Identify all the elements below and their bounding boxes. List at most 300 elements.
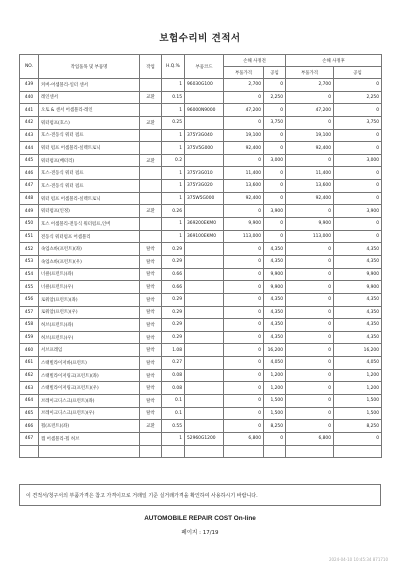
table-row [20, 331, 382, 344]
labor-after-cell: 0 [334, 79, 382, 92]
part-price-after-cell: 13,600 [286, 180, 334, 193]
item-name-cell: 허브(프런트)(우) [39, 331, 140, 344]
work-type-cell: 탈착 [140, 293, 162, 306]
part-code-cell [185, 382, 224, 395]
table-row [20, 395, 382, 408]
item-name-cell: 너클(프런트)(좌) [39, 268, 140, 281]
part-price-after-cell: 2,700 [286, 79, 334, 92]
table-row [20, 154, 382, 167]
quantity-cell: 0.08 [162, 382, 185, 395]
labor-after-cell: 1,500 [334, 395, 382, 408]
part-price-after-cell: 19,100 [286, 129, 334, 142]
part-price-after-cell: 0 [286, 268, 334, 281]
work-type-cell: 탈착 [140, 243, 162, 256]
labor-before-cell: 3,900 [264, 205, 286, 218]
table-row [20, 382, 382, 395]
item-name-cell: 너클(프런트)(우) [39, 281, 140, 294]
item-name-cell: 워터펌프(호스) [39, 116, 140, 129]
labor-before-cell: 0 [264, 167, 286, 180]
labor-after-cell: 4,350 [334, 243, 382, 256]
price-notice: 이 견적서/청구서의 부품가격은 참고 가격이므로 거래일 기준 실거래가격을 확인하여 사용하시기 바랍니다. [19, 484, 381, 506]
row-number-cell: 442 [20, 116, 39, 129]
labor-before-cell: 4,350 [264, 331, 286, 344]
work-type-cell: 탈착 [140, 344, 162, 357]
work-type-cell [140, 79, 162, 92]
row-number-cell: 448 [20, 192, 39, 205]
header-labor-after: 공임 [334, 67, 382, 79]
work-type-cell [140, 142, 162, 155]
header-part-price-after: 부품가격 [286, 67, 334, 79]
row-number-cell: 451 [20, 230, 39, 243]
footer-title: AUTOMOBILE REPAIR COST On-line [144, 515, 256, 522]
row-number-cell: 461 [20, 357, 39, 370]
row-number-cell: 443 [20, 129, 39, 142]
part-code-cell: 369100EKM0 [185, 230, 224, 243]
quantity-cell: 0.29 [162, 306, 185, 319]
labor-before-cell: 4,350 [264, 306, 286, 319]
work-type-cell: 탈착 [140, 281, 162, 294]
quantity-cell: 1 [162, 79, 185, 92]
item-name-cell: 로워암(프런트)(우) [39, 306, 140, 319]
part-code-cell [185, 344, 224, 357]
work-type-cell [140, 432, 162, 445]
item-name-cell: 스태빌라이저링크(프런트)(좌) [39, 369, 140, 382]
table-row [20, 142, 382, 155]
table-row [20, 167, 382, 180]
page-number: 페이지 : 17/19 [181, 530, 219, 536]
table-row [20, 445, 382, 458]
labor-after-cell: 4,050 [334, 357, 382, 370]
part-price-before-cell: 0 [224, 91, 264, 104]
work-type-cell: 교환 [140, 420, 162, 433]
labor-after-cell: 0 [334, 142, 382, 155]
part-code-cell [185, 357, 224, 370]
part-price-before-cell: 11,400 [224, 167, 264, 180]
quantity-cell: 0.29 [162, 331, 185, 344]
part-price-before-cell: 0 [224, 331, 264, 344]
row-number-cell: 465 [20, 407, 39, 420]
work-type-cell: 탈착 [140, 306, 162, 319]
part-price-after-cell: 0 [286, 255, 334, 268]
quantity-cell: 0.25 [162, 116, 185, 129]
part-price-before-cell: 0 [224, 407, 264, 420]
header-labor-before: 공임 [264, 67, 286, 79]
row-number-cell: 439 [20, 79, 39, 92]
item-name-cell: 로워암(프런트)(좌) [39, 293, 140, 306]
work-type-cell: 탈착 [140, 319, 162, 332]
table-row [20, 420, 382, 433]
table-row [20, 281, 382, 294]
part-price-after-cell: 113,000 [286, 230, 334, 243]
part-code-cell: 375V5G000 [185, 142, 224, 155]
part-code-cell [185, 331, 224, 344]
part-code-cell [185, 281, 224, 294]
part-price-after-cell: 0 [286, 357, 334, 370]
table-row [20, 344, 382, 357]
work-type-cell: 탈착 [140, 369, 162, 382]
table-row [20, 432, 382, 445]
labor-before-cell: 9,900 [264, 281, 286, 294]
header-no: NO. [20, 55, 39, 79]
quantity-cell: 1 [162, 230, 185, 243]
work-type-cell: 탈착 [140, 255, 162, 268]
item-name-cell: 워터 펌프 어셈블리-실렉트로닉 [39, 192, 140, 205]
labor-before-cell: 0 [264, 230, 286, 243]
row-number-cell: 444 [20, 142, 39, 155]
labor-before-cell: 1,200 [264, 382, 286, 395]
part-price-after-cell: 92,400 [286, 142, 334, 155]
quantity-cell: 1 [162, 142, 185, 155]
row-number-cell: 456 [20, 293, 39, 306]
item-name-cell: 워터펌프(배터리) [39, 154, 140, 167]
item-name-cell: 오토 & 센서 어셈블리-레인 [39, 104, 140, 117]
item-name-cell: 속업쇼바(프런트)(우) [39, 255, 140, 268]
labor-after-cell: 4,350 [334, 255, 382, 268]
part-price-after-cell: 6,800 [286, 432, 334, 445]
quantity-cell: 0.29 [162, 293, 185, 306]
labor-after-cell: 1,500 [334, 407, 382, 420]
row-number-cell: 447 [20, 180, 39, 193]
header-work: 작업 [140, 55, 162, 79]
work-type-cell [140, 180, 162, 193]
row-number-cell: 449 [20, 205, 39, 218]
item-name-cell: 서브프레임 [39, 344, 140, 357]
work-type-cell [140, 167, 162, 180]
labor-before-cell: 3,750 [264, 116, 286, 129]
labor-before-cell: 1,200 [264, 369, 286, 382]
part-price-after-cell: 11,400 [286, 167, 334, 180]
table-row [20, 407, 382, 420]
part-code-cell [185, 293, 224, 306]
part-price-after-cell: 0 [286, 243, 334, 256]
quantity-cell: 1 [162, 167, 185, 180]
labor-after-cell: 1,200 [334, 382, 382, 395]
part-code-cell [185, 255, 224, 268]
work-type-cell [140, 192, 162, 205]
document-title: 보험수리비 견적서 [159, 33, 241, 44]
labor-before-cell: 9,900 [264, 268, 286, 281]
part-code-cell: 375Y3G010 [185, 167, 224, 180]
row-number-cell: 450 [20, 218, 39, 231]
print-timestamp: 2024-04-10 10:45:34 871710 [328, 557, 388, 562]
work-type-cell: 탈착 [140, 395, 162, 408]
row-number-cell: 446 [20, 167, 39, 180]
part-code-cell [185, 407, 224, 420]
row-number-cell: 462 [20, 369, 39, 382]
quantity-cell: 0.08 [162, 369, 185, 382]
quantity-cell: 0.29 [162, 319, 185, 332]
part-price-before-cell: 92,400 [224, 192, 264, 205]
header-item-name: 작업품목 및 부품명 [39, 55, 140, 79]
table-row [20, 306, 382, 319]
labor-after-cell: 0 [334, 129, 382, 142]
header-part-code: 부품코드 [185, 55, 224, 79]
labor-after-cell: 4,350 [334, 306, 382, 319]
part-code-cell: 375W5G000 [185, 192, 224, 205]
part-price-before-cell: 0 [224, 344, 264, 357]
labor-before-cell: 0 [264, 218, 286, 231]
quantity-cell: 0.2 [162, 154, 185, 167]
labor-before-cell: 0 [264, 129, 286, 142]
labor-after-cell: 3,900 [334, 205, 382, 218]
labor-after-cell: 0 [334, 432, 382, 445]
work-type-cell: 탈착 [140, 331, 162, 344]
row-number-cell: 452 [20, 243, 39, 256]
table-row [20, 79, 382, 92]
labor-after-cell: 0 [334, 192, 382, 205]
item-name-cell: 레인센서 [39, 91, 140, 104]
part-price-before-cell: 6,800 [224, 432, 264, 445]
labor-after-cell: 4,350 [334, 293, 382, 306]
quantity-cell: 0.66 [162, 268, 185, 281]
item-name-cell [39, 445, 140, 458]
part-price-after-cell: 0 [286, 331, 334, 344]
part-price-after-cell: 0 [286, 382, 334, 395]
part-price-after-cell: 9,900 [286, 218, 334, 231]
labor-after-cell: 0 [334, 104, 382, 117]
row-number-cell: 467 [20, 432, 39, 445]
table-row [20, 205, 382, 218]
table-row [20, 255, 382, 268]
quantity-cell: 1 [162, 180, 185, 193]
row-number-cell: 464 [20, 395, 39, 408]
labor-after-cell [334, 445, 382, 458]
quantity-cell: 1.08 [162, 344, 185, 357]
quantity-cell: 1 [162, 104, 185, 117]
part-price-before-cell: 0 [224, 357, 264, 370]
labor-before-cell [264, 445, 286, 458]
labor-after-cell: 16,200 [334, 344, 382, 357]
labor-after-cell: 2,250 [334, 91, 382, 104]
labor-before-cell: 0 [264, 180, 286, 193]
part-price-before-cell: 0 [224, 205, 264, 218]
table-row [20, 293, 382, 306]
part-price-before-cell [224, 445, 264, 458]
part-price-after-cell [286, 445, 334, 458]
labor-after-cell: 9,900 [334, 281, 382, 294]
row-number-cell: 463 [20, 382, 39, 395]
part-code-cell [185, 395, 224, 408]
labor-after-cell: 1,200 [334, 369, 382, 382]
labor-before-cell: 0 [264, 104, 286, 117]
labor-after-cell: 0 [334, 180, 382, 193]
part-price-before-cell: 13,600 [224, 180, 264, 193]
item-name-cell: 브레이크디스크(프런트)(우) [39, 407, 140, 420]
part-price-before-cell: 0 [224, 268, 264, 281]
part-price-after-cell: 0 [286, 319, 334, 332]
item-name-cell: 캡 어셈블리-휠 허브 [39, 432, 140, 445]
quantity-cell: 1 [162, 129, 185, 142]
row-number-cell: 440 [20, 91, 39, 104]
quantity-cell [162, 445, 185, 458]
quantity-cell: 0.29 [162, 255, 185, 268]
labor-after-cell: 0 [334, 167, 382, 180]
labor-before-cell: 16,200 [264, 344, 286, 357]
item-name-cell: 스태빌라이저바(프런트) [39, 357, 140, 370]
table-row [20, 218, 382, 231]
item-name-cell: 호스-전동식 워터 펌프 [39, 129, 140, 142]
part-price-before-cell: 0 [224, 281, 264, 294]
labor-after-cell: 3,000 [334, 154, 382, 167]
table-row [20, 319, 382, 332]
table-row [20, 104, 382, 117]
labor-after-cell: 4,350 [334, 319, 382, 332]
table-row [20, 91, 382, 104]
item-name-cell: 호스-전동식 워터 펌프 [39, 167, 140, 180]
quantity-cell: 0.66 [162, 281, 185, 294]
part-price-after-cell: 0 [286, 116, 334, 129]
work-type-cell [140, 230, 162, 243]
quantity-cell: 0.26 [162, 205, 185, 218]
part-code-cell [185, 154, 224, 167]
part-price-before-cell: 9,900 [224, 218, 264, 231]
labor-after-cell: 0 [334, 230, 382, 243]
labor-before-cell: 2,250 [264, 91, 286, 104]
labor-after-cell: 4,350 [334, 331, 382, 344]
row-number-cell: 466 [20, 420, 39, 433]
item-name-cell: 브레이크디스크(프런트)(좌) [39, 395, 140, 408]
estimate-table [19, 54, 382, 458]
quantity-cell: 0.27 [162, 357, 185, 370]
table-row [20, 180, 382, 193]
part-price-before-cell: 2,700 [224, 79, 264, 92]
labor-after-cell: 3,750 [334, 116, 382, 129]
part-code-cell [185, 420, 224, 433]
part-price-after-cell: 92,400 [286, 192, 334, 205]
part-price-before-cell: 0 [224, 369, 264, 382]
row-number-cell: 458 [20, 319, 39, 332]
work-type-cell: 탈착 [140, 382, 162, 395]
labor-before-cell: 4,050 [264, 357, 286, 370]
labor-before-cell: 4,350 [264, 243, 286, 256]
part-price-before-cell: 19,100 [224, 129, 264, 142]
table-row [20, 268, 382, 281]
part-code-cell [185, 369, 224, 382]
part-price-before-cell: 0 [224, 293, 264, 306]
part-price-before-cell: 0 [224, 154, 264, 167]
row-number-cell: 441 [20, 104, 39, 117]
work-type-cell: 교환 [140, 116, 162, 129]
work-type-cell [140, 129, 162, 142]
part-code-cell: 96000N9000 [185, 104, 224, 117]
labor-before-cell: 1,500 [264, 395, 286, 408]
header-qty: H.Q.% [162, 55, 185, 79]
table-row [20, 230, 382, 243]
table-row [20, 192, 382, 205]
header-part-price-before: 부품가격 [224, 67, 264, 79]
part-code-cell [185, 91, 224, 104]
work-type-cell: 교환 [140, 154, 162, 167]
part-price-after-cell: 0 [286, 91, 334, 104]
table-row [20, 357, 382, 370]
item-name-cell: 휠(프런트)(좌) [39, 420, 140, 433]
part-price-after-cell: 0 [286, 369, 334, 382]
part-code-cell: 96030G100 [185, 79, 224, 92]
part-code-cell [185, 445, 224, 458]
part-code-cell: 375Y3G020 [185, 180, 224, 193]
part-price-after-cell: 0 [286, 205, 334, 218]
part-price-after-cell: 0 [286, 281, 334, 294]
labor-before-cell: 0 [264, 142, 286, 155]
quantity-cell: 0.29 [162, 243, 185, 256]
part-code-cell [185, 306, 224, 319]
header-after-adjustment: 손해 사정후 [286, 55, 382, 67]
row-number-cell: 460 [20, 344, 39, 357]
part-price-before-cell: 0 [224, 255, 264, 268]
item-name-cell: 커버-어셈블리-일터 센서 [39, 79, 140, 92]
part-price-after-cell: 0 [286, 420, 334, 433]
labor-before-cell: 0 [264, 192, 286, 205]
row-number-cell: 445 [20, 154, 39, 167]
part-price-before-cell: 0 [224, 319, 264, 332]
part-code-cell [185, 268, 224, 281]
part-price-before-cell: 0 [224, 382, 264, 395]
part-price-before-cell: 0 [224, 243, 264, 256]
item-name-cell: 허브(프런트)(좌) [39, 319, 140, 332]
work-type-cell: 탈착 [140, 357, 162, 370]
labor-before-cell: 4,350 [264, 293, 286, 306]
part-price-after-cell: 0 [286, 344, 334, 357]
quantity-cell: 0.55 [162, 420, 185, 433]
part-price-after-cell: 0 [286, 293, 334, 306]
row-number-cell: 455 [20, 281, 39, 294]
item-name-cell: 워터 펌프 어셈블리-실렉트로닉 [39, 142, 140, 155]
quantity-cell: 1 [162, 218, 185, 231]
header-before-adjustment: 손해 사정전 [224, 55, 286, 67]
part-code-cell: 375Y3G040 [185, 129, 224, 142]
labor-before-cell: 1,500 [264, 407, 286, 420]
part-code-cell [185, 243, 224, 256]
part-price-before-cell: 47,200 [224, 104, 264, 117]
row-number-cell: 453 [20, 255, 39, 268]
part-price-before-cell: 0 [224, 395, 264, 408]
quantity-cell: 0.15 [162, 91, 185, 104]
labor-before-cell: 0 [264, 79, 286, 92]
part-code-cell [185, 319, 224, 332]
part-price-after-cell: 0 [286, 395, 334, 408]
part-price-before-cell: 92,400 [224, 142, 264, 155]
part-price-before-cell: 0 [224, 116, 264, 129]
item-name-cell: 워터펌프(인정) [39, 205, 140, 218]
quantity-cell: 0.1 [162, 395, 185, 408]
labor-before-cell: 4,350 [264, 319, 286, 332]
item-name-cell: 호스-전동식 워터 펌프 [39, 180, 140, 193]
table-row [20, 243, 382, 256]
part-code-cell [185, 116, 224, 129]
row-number-cell [20, 445, 39, 458]
labor-before-cell: 4,350 [264, 255, 286, 268]
work-type-cell: 탈착 [140, 407, 162, 420]
labor-before-cell: 3,000 [264, 154, 286, 167]
work-type-cell [140, 104, 162, 117]
table-row [20, 116, 382, 129]
part-price-after-cell: 0 [286, 407, 334, 420]
table-row [20, 129, 382, 142]
item-name-cell: 호스 어셈블리-전동식 워터펌프,인버 [39, 218, 140, 231]
part-price-after-cell: 0 [286, 154, 334, 167]
row-number-cell: 457 [20, 306, 39, 319]
table-row [20, 369, 382, 382]
labor-after-cell: 0 [334, 218, 382, 231]
table-body [20, 79, 382, 458]
item-name-cell: 속업쇼바(프런트)(좌) [39, 243, 140, 256]
work-type-cell: 교환 [140, 205, 162, 218]
item-name-cell: 스태빌라이저링크(프런트)(우) [39, 382, 140, 395]
part-price-before-cell: 113,000 [224, 230, 264, 243]
quantity-cell: 0.1 [162, 407, 185, 420]
part-price-after-cell: 0 [286, 306, 334, 319]
labor-after-cell: 9,900 [334, 268, 382, 281]
